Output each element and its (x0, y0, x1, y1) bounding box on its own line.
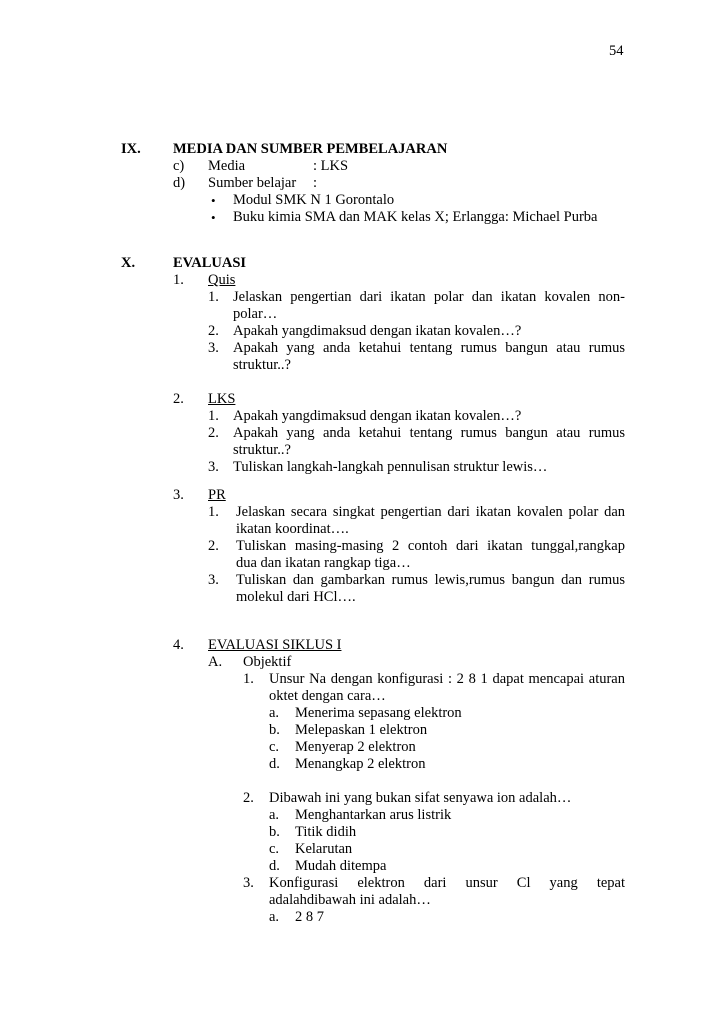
question-text: adalahdibawah ini adalah… (269, 892, 431, 908)
question-text: Konfigurasi elektron dari unsur Cl yang tepat (269, 875, 625, 891)
option-letter: c. (269, 739, 280, 755)
question-number: 2. (208, 425, 219, 441)
section-ix-number: IX. (121, 141, 141, 157)
option-text: Titik didih (295, 824, 357, 840)
option-text: Menangkap 2 elektron (295, 756, 426, 772)
question-number: 3. (243, 875, 254, 891)
siklus-title: EVALUASI SIKLUS I (208, 637, 342, 653)
section-x-number: X. (121, 255, 136, 271)
media-label: Media (208, 158, 246, 174)
source-item: Buku kimia SMA dan MAK kelas X; Erlangga: Michael Purba (233, 209, 598, 225)
question-text: Apakah yangdimaksud dengan ikatan kovalen…? (233, 408, 522, 424)
question-number: 1. (208, 504, 219, 520)
lks-number: 2. (173, 391, 184, 407)
option-letter: b. (269, 824, 280, 840)
question-text: Apakah yang anda ketahui tentang rumus bangun atau rumus (233, 340, 625, 356)
option-letter: d. (269, 756, 280, 772)
media-value: : LKS (313, 158, 349, 174)
question-number: 3. (208, 340, 219, 356)
question-text: Apakah yangdimaksud dengan ikatan kovalen…? (233, 323, 522, 339)
sumber-marker: d) (173, 175, 186, 191)
option-text: Menyerap 2 elektron (295, 739, 416, 755)
question-number: 1. (208, 408, 219, 424)
question-text: Dibawah ini yang bukan sifat senyawa ion adalah… (269, 790, 572, 806)
part-title: Objektif (243, 654, 292, 670)
option-text: 2 8 7 (295, 909, 324, 925)
question-text: Jelaskan pengertian dari ikatan polar dan ikatan kovalen non- (233, 289, 625, 305)
question-text: Jelaskan secara singkat pengertian dari ikatan kovalen polar dan (236, 504, 625, 520)
question-number: 1. (243, 671, 254, 687)
option-letter: b. (269, 722, 280, 738)
option-letter: a. (269, 705, 280, 721)
bullet-icon: • (211, 210, 216, 225)
option-letter: d. (269, 858, 280, 874)
question-number: 3. (208, 572, 219, 588)
option-text: Kelarutan (295, 841, 353, 857)
quis-title: Quis (208, 272, 236, 288)
sumber-value: : (313, 175, 318, 191)
option-text: Melepaskan 1 elektron (295, 722, 428, 738)
question-text: molekul dari HCl…. (236, 589, 356, 605)
section-x-title: EVALUASI (173, 255, 247, 271)
question-text: struktur..? (233, 442, 291, 458)
sumber-label: Sumber belajar (208, 175, 297, 191)
question-text: ikatan koordinat…. (236, 521, 349, 537)
bullet-icon: • (211, 193, 216, 208)
option-letter: a. (269, 807, 280, 823)
option-text: Menerima sepasang elektron (295, 705, 462, 721)
pr-title: PR (208, 487, 226, 503)
question-text: dua dan ikatan rangkap tiga… (236, 555, 411, 571)
section-ix-title: MEDIA DAN SUMBER PEMBELAJARAN (173, 141, 448, 157)
option-letter: c. (269, 841, 280, 857)
media-marker: c) (173, 158, 185, 174)
question-number: 2. (208, 538, 219, 554)
question-number: 3. (208, 459, 219, 475)
question-number: 1. (208, 289, 219, 305)
question-text: Tuliskan masing-masing 2 contoh dari ikatan tunggal,rangkap (236, 538, 625, 554)
siklus-number: 4. (173, 637, 184, 653)
question-text: polar… (233, 306, 278, 322)
page-number: 54 (609, 43, 624, 59)
lks-title: LKS (208, 391, 236, 407)
question-text: oktet dengan cara… (269, 688, 386, 704)
quis-number: 1. (173, 272, 184, 288)
question-text: struktur..? (233, 357, 291, 373)
part-marker: A. (208, 654, 223, 670)
option-letter: a. (269, 909, 280, 925)
question-text: Tuliskan langkah-langkah pennulisan struktur lewis… (233, 459, 548, 475)
question-number: 2. (243, 790, 254, 806)
question-text: Tuliskan dan gambarkan rumus lewis,rumus bangun dan rumus (236, 572, 625, 588)
question-text: Apakah yang anda ketahui tentang rumus bangun atau rumus (233, 425, 625, 441)
source-item: Modul SMK N 1 Gorontalo (233, 192, 395, 208)
question-number: 2. (208, 323, 219, 339)
pr-number: 3. (173, 487, 184, 503)
option-text: Mudah ditempa (295, 858, 387, 874)
question-text: Unsur Na dengan konfigurasi : 2 8 1 dapat mencapai aturan (269, 671, 625, 687)
option-text: Menghantarkan arus listrik (295, 807, 452, 823)
